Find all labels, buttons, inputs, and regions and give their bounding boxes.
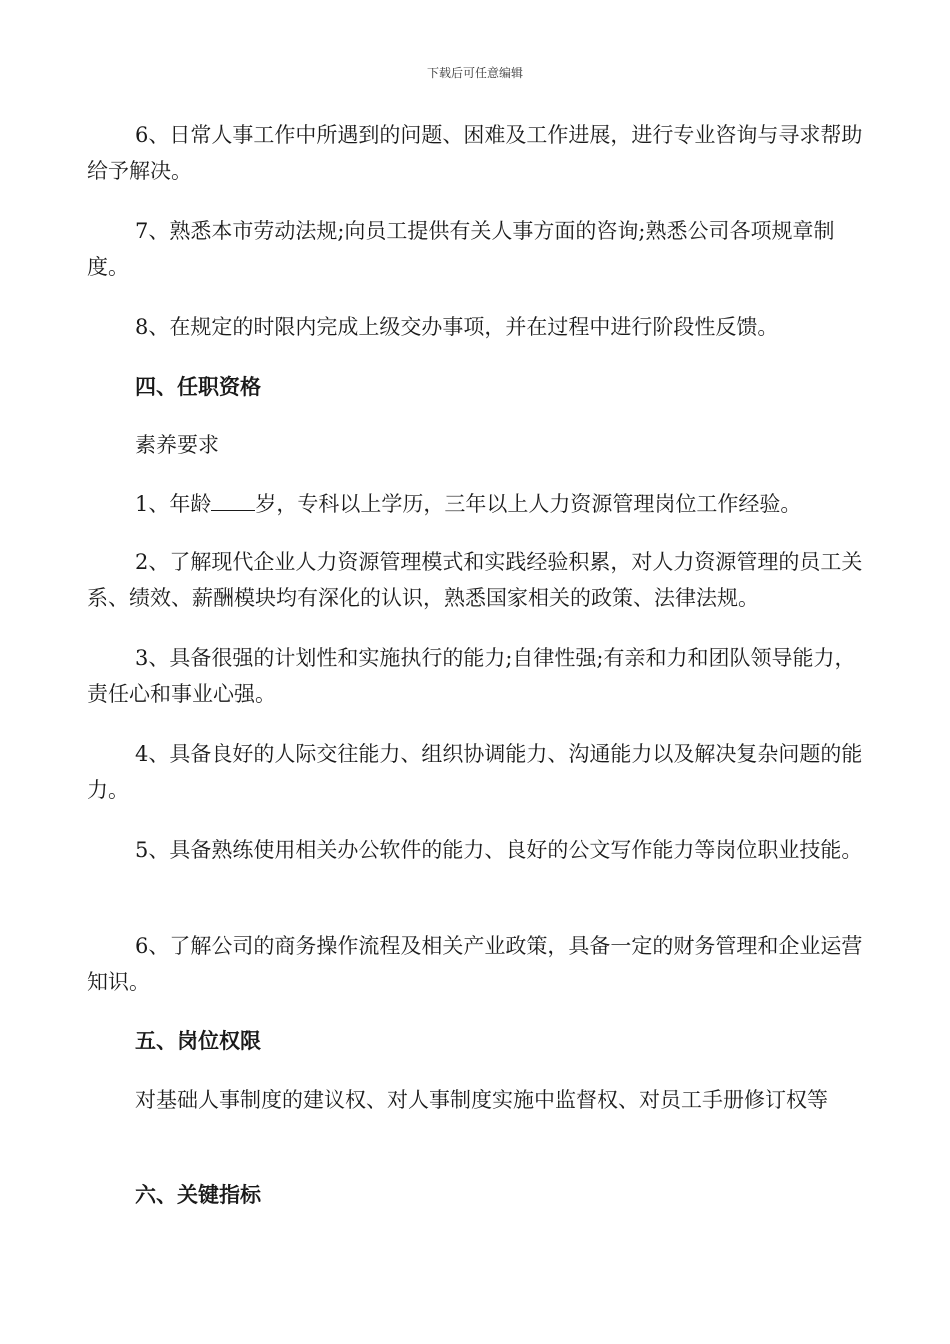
qualification-item-6: 6、了解公司的商务操作流程及相关产业政策，具备一定的财务管理和企业运营知识。 [87, 934, 863, 994]
section-heading-key-indicators: 六、关键指标 [135, 1182, 261, 1207]
duty-item-6: 6、日常人事工作中所遇到的问题、困难及工作进展，进行专业咨询与寻求帮助给予解决。 [87, 123, 863, 183]
duty-item-7: 7、熟悉本市劳动法规;向员工提供有关人事方面的咨询;熟悉公司各项规章制度。 [87, 219, 835, 279]
section-heading-authority: 五、岗位权限 [135, 1028, 261, 1053]
qualification-item-5: 5、具备熟练使用相关办公软件的能力、良好的公文写作能力等岗位职业技能。 [135, 838, 863, 862]
qualification-item-3: 3、具备很强的计划性和实施执行的能力;自律性强;有亲和力和团队领导能力，责任心和事业心强。 [87, 646, 856, 706]
page-header: 下载后可任意编辑 [426, 66, 523, 80]
qualification-item-1 [87, 486, 863, 522]
qualification-item-2: 2、了解现代企业人力资源管理模式和实践经验积累，对人力资源管理的员工关系、绩效、薪酬模块均有深化的认识，熟悉国家相关的政策、法律法规。 [87, 550, 863, 610]
qualification-item-4: 4、具备良好的人际交往能力、组织协调能力、沟通能力以及解决复杂问题的能力。 [87, 742, 863, 802]
qualification-item-1-prefix: 1、年龄 [135, 492, 212, 516]
age-blank [211, 492, 255, 511]
subheading-quality-requirements: 素养要求 [135, 433, 219, 457]
qualification-item-1-suffix: 岁，专科以上学历，三年以上人力资源管理岗位工作经验。 [255, 492, 802, 516]
authority-text: 对基础人事制度的建议权、对人事制度实施中监督权、对员工手册修订权等 [135, 1088, 828, 1112]
section-heading-qualifications: 四、任职资格 [135, 374, 261, 399]
duty-item-8: 8、在规定的时限内完成上级交办事项，并在过程中进行阶段性反馈。 [135, 315, 779, 339]
